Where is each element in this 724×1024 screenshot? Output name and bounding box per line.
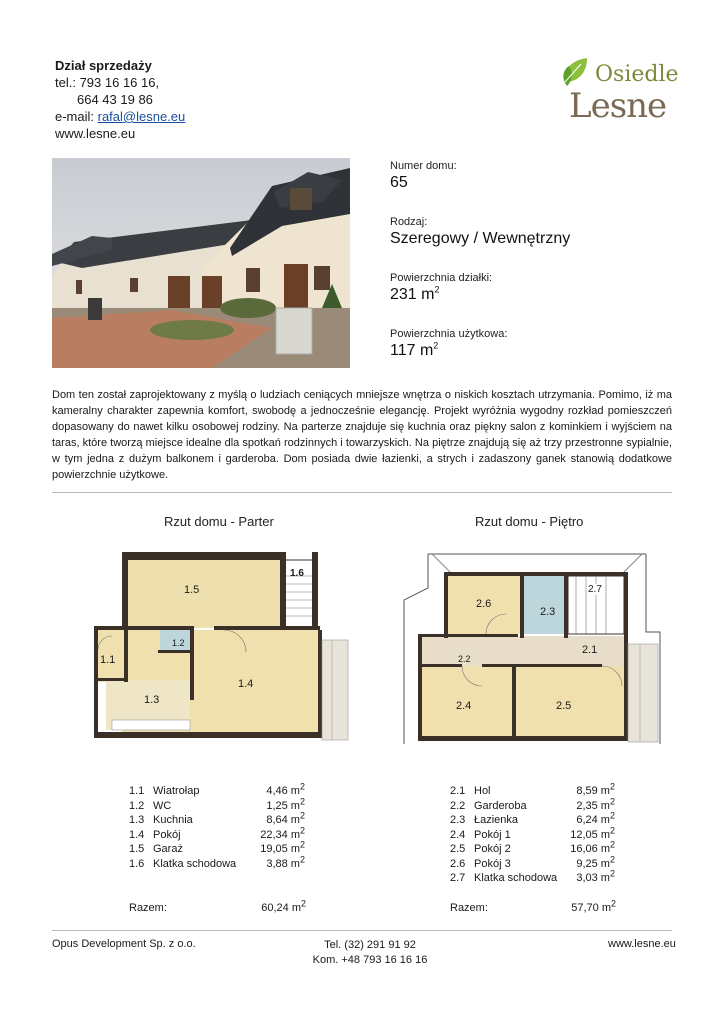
house-number-value: 65: [390, 174, 408, 191]
usable-area-label: Powierzchnia użytkowa:: [390, 328, 508, 340]
table-row: 1.1 Wiatrołap 4,46 $m^2$: [129, 781, 305, 798]
type-value: Szeregowy / Wewnętrzny: [390, 230, 571, 247]
table-row: 2.1 Hol 8,59 $m^2$: [450, 781, 615, 798]
table-row: 1.2 WC 1,25 $m^2$: [129, 796, 305, 812]
plan-label-2-3: 2.3: [540, 606, 556, 618]
plan-label-1-3: 1.3: [144, 694, 160, 706]
divider-bottom: [52, 930, 672, 931]
footer-tel: Tel. (32) 291 91 92: [324, 939, 416, 951]
email-link[interactable]: rafal@lesne.eu: [97, 109, 186, 124]
osiedle-lesne-logo: [557, 52, 677, 132]
plot-area-value: 231 $m^2$: [390, 284, 440, 303]
ground-floor-total-label: Razem:: [129, 902, 167, 914]
plan-label-1-4: 1.4: [238, 678, 254, 690]
plan-label-1-1: 1.1: [100, 654, 116, 666]
plan-label-1-6: 1.6: [290, 568, 304, 579]
house-photo: [52, 158, 350, 368]
first-floor-title: Rzut domu - Piętro: [475, 514, 584, 529]
table-row: 2.2 Garderoba 2,35 $m^2$: [450, 796, 615, 812]
footer-company: Opus Development Sp. z o.o.: [52, 938, 196, 950]
website-line[interactable]: www.lesne.eu: [55, 126, 136, 141]
email-label: e-mail:: [55, 109, 98, 124]
table-row: 1.3 Kuchnia 8,64 $m^2$: [129, 810, 305, 827]
table-row: 2.4 Pokój 1 12,05 $m^2$: [450, 825, 615, 841]
house-facts: [390, 160, 570, 384]
logo-word-osiedle: Osiedle: [595, 62, 679, 87]
plan-label-2-7: 2.7: [588, 584, 602, 595]
plan-label-1-5: 1.5: [184, 584, 200, 596]
table-row: 2.7 Klatka schodowa 3,03 $m^2$: [450, 868, 615, 885]
plan-label-2-1: 2.1: [582, 644, 598, 656]
footer-phones: [300, 938, 440, 968]
house-description: Dom ten został zaprojektowany z myślą o ludziach ceniących mniejsze wnętrza o niskich kosztach utrzymania. Pomimo, iż ma kameralny charakter zapewnia komfort, swobodę a jednocześnie elegancję. Projekt wyróżnia wygodny rozkład pomieszczeń dopasowany do nawet kilku osobowej rodziny. Na parterze znajduje się kuchnia oraz piękny salon z kominkiem i wyjściem na taras, które tworzą miejsce idealne dla spotkań rodzinnych i towarzyskich. Na piętrze znajdują się aż trzy przestronne sypialnie, w tym jedna z dużym balkonem i garderoba. Dom posiada dwie łazienki, a strych i zadaszony ganek stanowią dodatkowe powierzchnie użytkowe.: [52, 389, 672, 481]
table-row: 2.3 Łazienka 6,24 $m^2$: [450, 810, 615, 827]
table-row: 2.5 Pokój 2 16,06 $m^2$: [450, 839, 615, 856]
table-row: 1.6 Klatka schodowa 3,88 $m^2$: [129, 854, 305, 870]
footer-website[interactable]: www.lesne.eu: [608, 938, 676, 950]
sales-contact: [55, 57, 185, 142]
logo-word-lesne: Lesne: [569, 86, 667, 126]
ground-floor-total-value: 60,24 $m^2$: [261, 898, 306, 914]
table-row: 2.6 Pokój 3 9,25 $m^2$: [450, 854, 615, 870]
ground-floor-title: Rzut domu - Parter: [164, 514, 274, 529]
house-number-label: Numer domu:: [390, 160, 457, 172]
first-floor-total-label: Razem:: [450, 902, 488, 914]
sales-title: Dział sprzedaży: [55, 58, 152, 73]
usable-area-value: 117 $m^2$: [390, 340, 439, 359]
first-floor-plan: [396, 548, 666, 753]
table-row: 1.5 Garaż 19,05 $m^2$: [129, 839, 305, 856]
divider-top: [52, 492, 672, 493]
ground-floor-room-table: [129, 781, 305, 871]
plan-label-2-5: 2.5: [556, 700, 572, 712]
plot-area-label: Powierzchnia działki:: [390, 272, 493, 284]
plan-label-1-2: 1.2: [172, 638, 185, 648]
plan-label-2-6: 2.6: [476, 598, 492, 610]
first-floor-total-value: 57,70 $m^2$: [571, 898, 616, 914]
first-floor-room-table: [450, 781, 615, 886]
phone-line-1: tel.: 793 16 16 16,: [55, 75, 160, 90]
ground-floor-plan: [74, 546, 364, 753]
footer-kom: Kom. +48 793 16 16 16: [312, 954, 428, 966]
plan-label-2-2: 2.2: [458, 654, 471, 664]
table-row: 1.4 Pokój 22,34 $m^2$: [129, 825, 305, 841]
type-label: Rodzaj:: [390, 216, 428, 228]
plan-label-2-4: 2.4: [456, 700, 472, 712]
email-line: [55, 108, 185, 125]
phone-line-2: 664 43 19 86: [77, 92, 153, 107]
